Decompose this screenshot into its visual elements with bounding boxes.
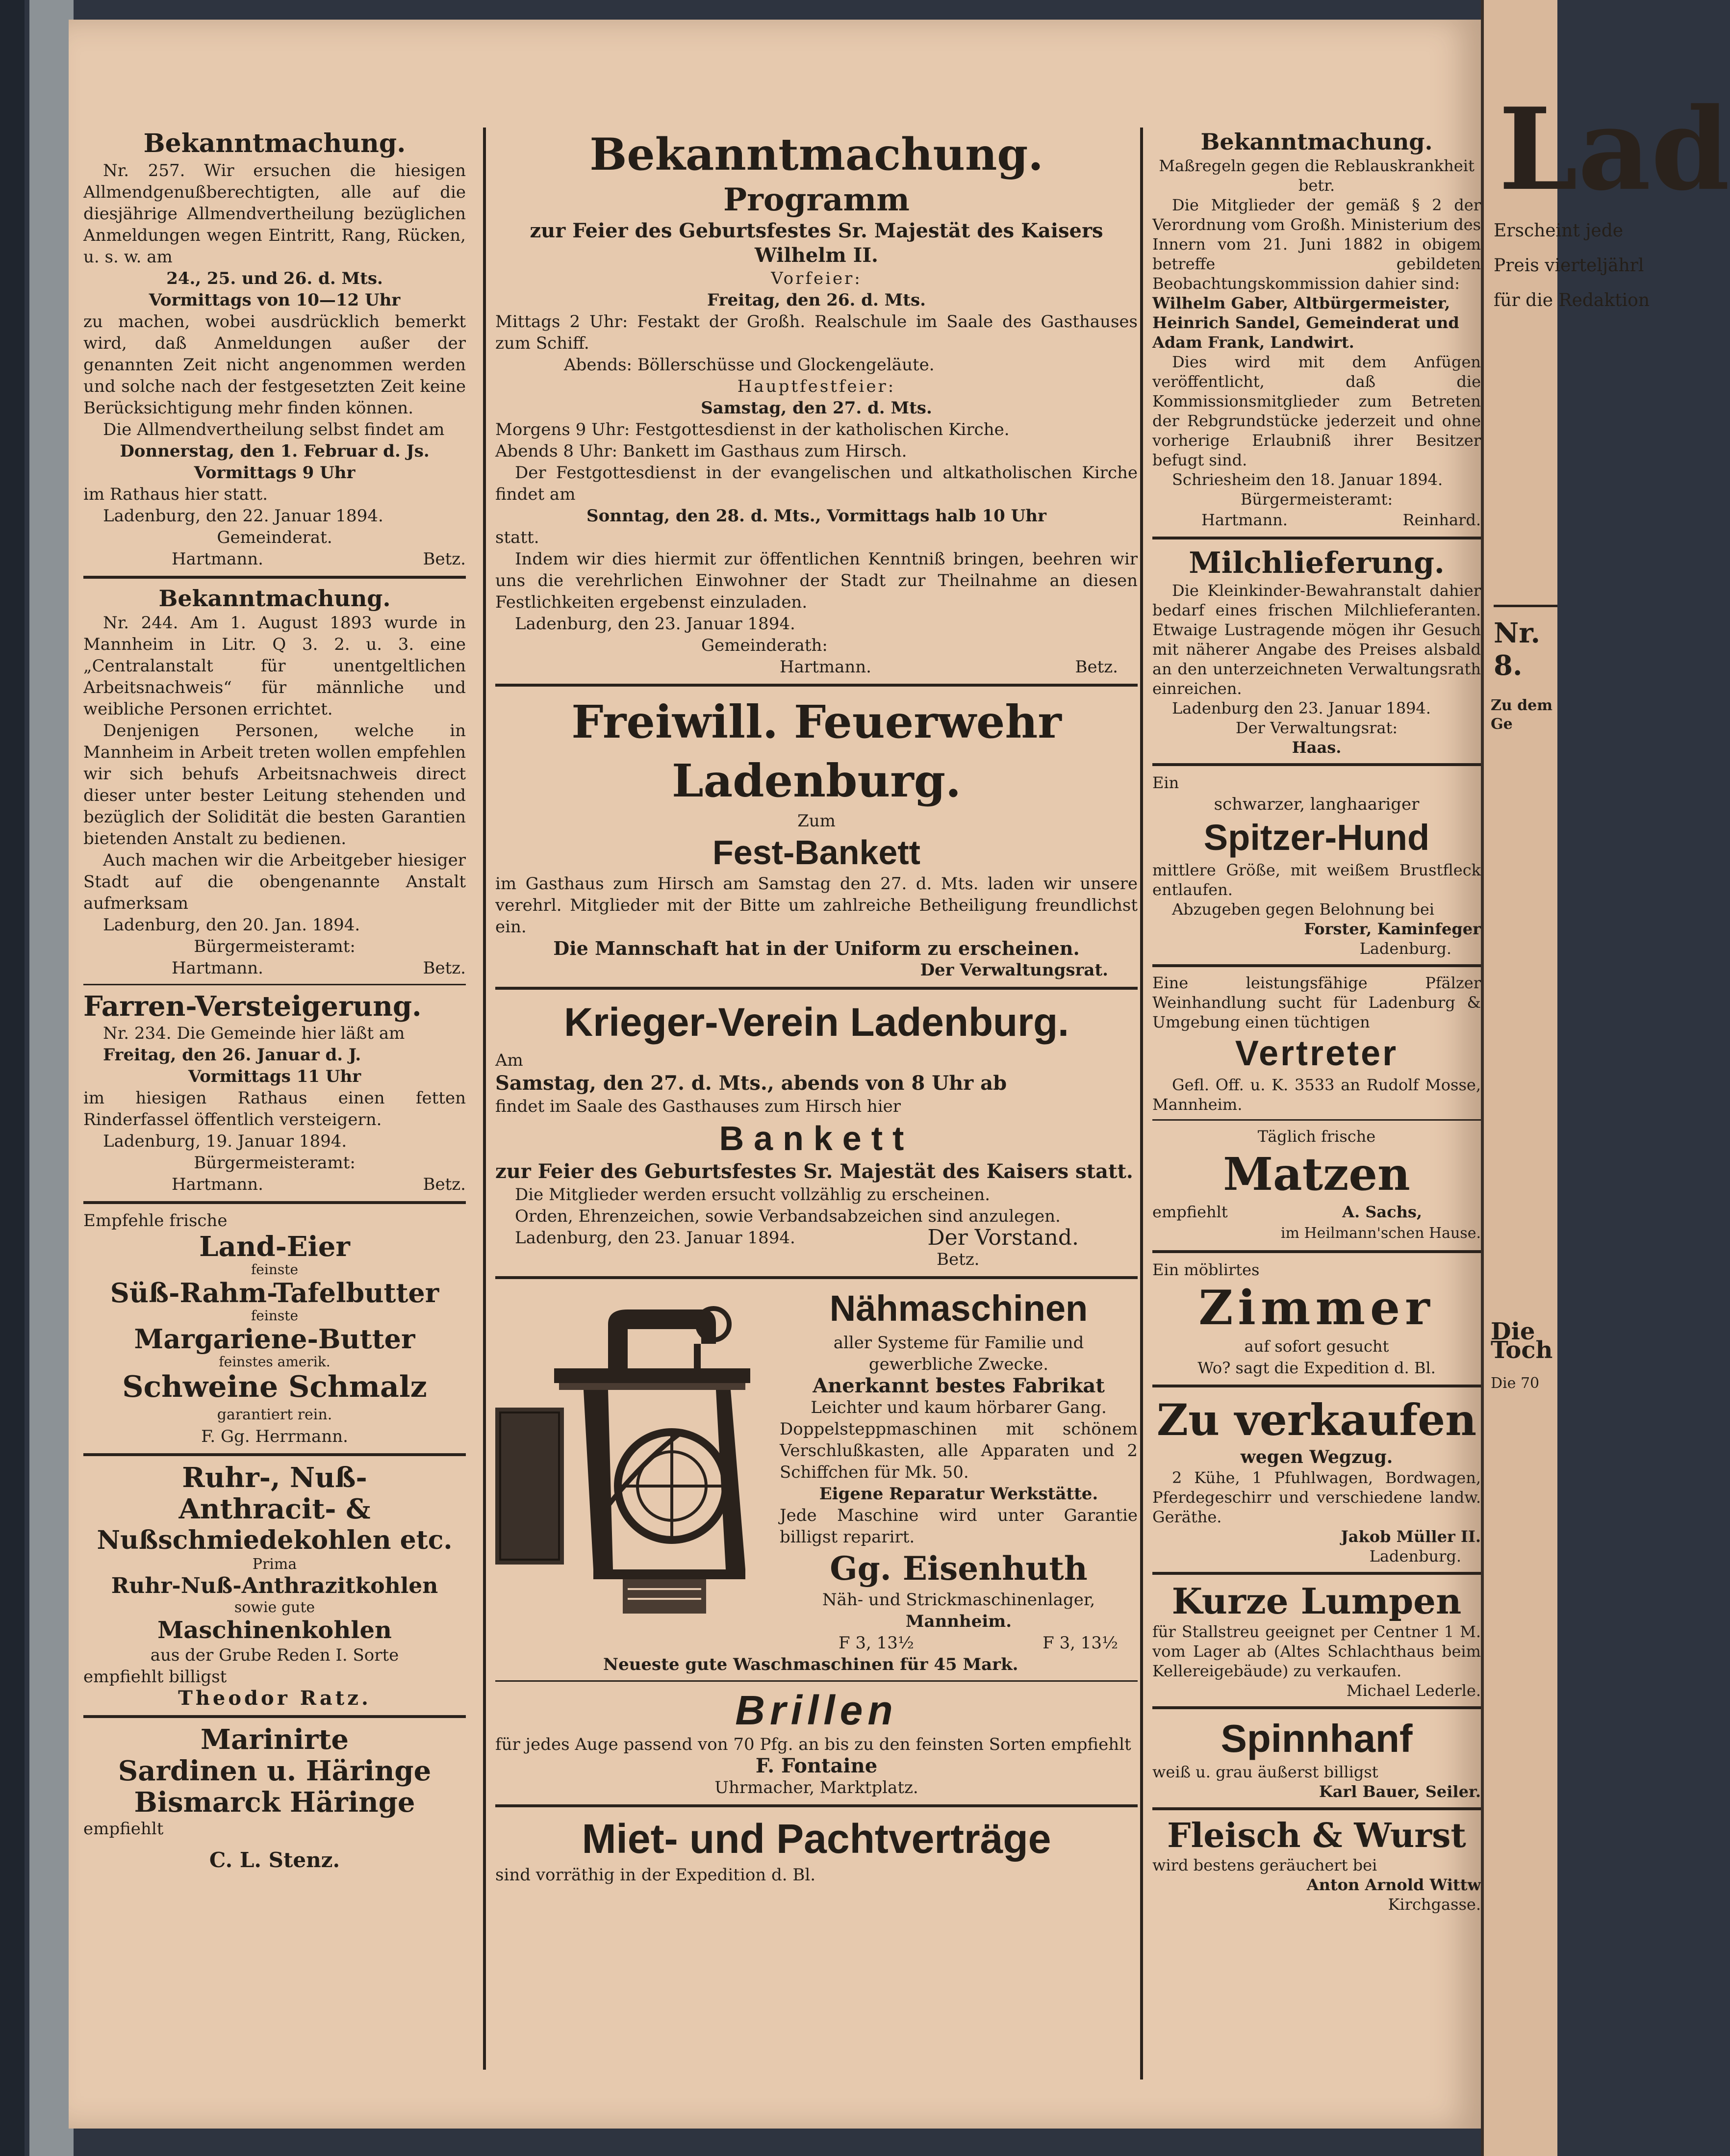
- signature: F. Fontaine: [755, 1754, 878, 1777]
- ad-text: Mittags 2 Uhr: Festakt der Großh. Realschule im Saale des Gasthauses zum Schiff.: [495, 312, 1138, 353]
- ad-title: Fleisch & Wurst: [1167, 1816, 1466, 1855]
- ad-text: Wo? sagt die Expedition d. Bl.: [1197, 1359, 1436, 1377]
- signature: Jakob Müller II.: [1341, 1527, 1481, 1546]
- ad-text: Nr. 234. Die Gemeinde hier läßt am: [103, 1024, 405, 1043]
- ad-text: Nr. 257. Wir ersuchen die hiesigen Allmendgenußberechtigten, alle auf die diesjährige Allmendvertheilung bezüglichen Anmeldungen wegen Eintritt, Rang, Rücken, u. s. w. am: [83, 161, 466, 267]
- ad-text: empfiehlt billigst: [83, 1667, 227, 1687]
- member: Heinrich Sandel, Gemeinderat und: [1152, 313, 1459, 332]
- ad-text: Näh- und Strickmaschinenlager,: [822, 1590, 1095, 1610]
- ad-hund: [1152, 772, 1481, 958]
- signature: Michael Lederle.: [1346, 1681, 1481, 1700]
- signature: Reinhard.: [1402, 511, 1481, 529]
- ad-text: Dies wird mit dem Anfügen veröffentlicht, daß die Kommissionsmitglieder zum Betreten der Rebgrundstücke jederzeit und ohne vorherige Erlaubniß ihrer Besitzer befugt sind.: [1152, 353, 1481, 469]
- right-column: [1152, 128, 1481, 1914]
- ad-date: Ladenburg, den 20. Jan. 1894.: [103, 915, 360, 935]
- signature-row: [83, 957, 466, 979]
- ad-reblaus: [1152, 128, 1481, 531]
- signature-row: [1152, 1201, 1481, 1223]
- ad-kohlen: [83, 1462, 466, 1709]
- ad-title: Milchlieferung.: [1189, 546, 1445, 580]
- ad-date: Ladenburg den 23. Januar 1894.: [1172, 699, 1431, 718]
- section-label: Hauptfestfeier:: [737, 377, 896, 396]
- ad-title: Bekanntmachung.: [1200, 128, 1433, 155]
- sewing-machine-illustration: [495, 1285, 770, 1628]
- ad-city: Ladenburg.: [1359, 939, 1451, 958]
- ad-text: mittlere Größe, mit weißem Brustfleck entlaufen.: [1152, 861, 1481, 899]
- divider: [495, 987, 1138, 990]
- ad-text: empfiehlt: [83, 1819, 164, 1839]
- ad-text: aller Systeme für Familie und gewerbliche Zwecke.: [833, 1333, 1084, 1374]
- ad-text: Auch machen wir die Arbeitgeber hiesiger Stadt auf die obengenannte Anstalt aufmerksam: [83, 850, 466, 913]
- signature: Forster, Kaminfeger: [1304, 920, 1481, 938]
- masthead-text: Preis vierteljährl: [1494, 256, 1644, 276]
- signature: Hartmann.: [172, 958, 263, 978]
- ad-title: Bekanntmachung.: [589, 128, 1043, 180]
- ad-title: Krieger-Verein Ladenburg.: [564, 1000, 1069, 1045]
- ad-brillen: [481, 1687, 1138, 1798]
- signature: Betz.: [423, 1175, 466, 1194]
- ad-day: Freitag, den 26. d. Mts.: [707, 290, 926, 310]
- ad-title: Vertreter: [1235, 1034, 1399, 1073]
- ad-text: Orden, Ehrenzeichen, sowie Verbandsabzeichen sind anzulegen.: [515, 1206, 1061, 1226]
- signature-row: [495, 1227, 1138, 1249]
- signature: C. L. Stenz.: [209, 1848, 340, 1872]
- signature: Hartmann.: [172, 549, 263, 569]
- ad-text: zu machen, wobei ausdrücklich bemerkt wird, daß Anmeldungen außer der genannten Zeit nicht angenommen werden und solche nach der festgesetzten Zeit keine Berücksichtigung mehr finden können.: [83, 312, 466, 418]
- address: Kirchgasse.: [1388, 1895, 1481, 1914]
- ad-title: Farren-Versteigerung.: [83, 990, 422, 1023]
- ad-lumpen: [1152, 1581, 1481, 1700]
- ad-text: Die Kleinkinder-Bewahranstalt dahier bedarf eines frischen Milchlieferanten. Etwaige Lustragende mögen ihr Gesuch mit näherer Angabe des Preises alsbald an den unterzeichneten Verwaltungsrath einreichen.: [1152, 581, 1481, 698]
- ad-text: wird bestens geräuchert bei: [1152, 1856, 1377, 1874]
- ad-authority: Bürgermeisteramt:: [1240, 490, 1393, 509]
- masthead-text: für die Redaktion: [1494, 290, 1650, 310]
- ad-matzen: [1152, 1126, 1481, 1244]
- ad-authority: Gemeinderath:: [701, 636, 828, 655]
- ad-text: sind vorräthig in der Expedition d. Bl.: [495, 1865, 816, 1885]
- ad-text: Abends: Böllerschüsse und Glockengeläute.: [564, 355, 935, 375]
- divider: [83, 984, 466, 985]
- column-rule: [1140, 128, 1143, 2079]
- ad-subtitle: Programm: [723, 181, 910, 218]
- ad-date: Schriesheim den 18. Januar 1894.: [1172, 470, 1443, 489]
- ad-text: Neueste gute Waschmaschinen für 45 Mark.: [603, 1655, 1018, 1674]
- signature: Der Vorstand.: [927, 1225, 1079, 1250]
- ad-title: Miet- und Pachtverträge: [582, 1816, 1051, 1862]
- ad-intro: Täglich frische: [1257, 1127, 1376, 1146]
- ad-place: im Rathaus hier statt.: [83, 485, 268, 504]
- ad-text: Der Festgottesdienst in der evangelischen und altkatholischen Kirche findet am: [495, 463, 1138, 504]
- ad-zimmer: [1152, 1259, 1481, 1379]
- ad-text: aus der Grube Reden I. Sorte: [150, 1645, 399, 1665]
- ad-title: Nähmaschinen: [829, 1288, 1088, 1329]
- signature: Hartmann.: [1201, 511, 1288, 529]
- product: Schweine Schmalz: [122, 1370, 427, 1404]
- qualifier: sowie gute: [234, 1599, 315, 1616]
- divider: [495, 684, 1138, 687]
- ad-title: Kurze Lumpen: [1171, 1580, 1462, 1622]
- ad-text: empfiehlt: [1152, 1203, 1228, 1221]
- ad-day: Donnerstag, den 1. Februar d. Js.: [120, 441, 430, 461]
- signature: Hartmann.: [780, 657, 871, 677]
- signature: Karl Bauer, Seiler.: [1319, 1782, 1481, 1801]
- ad-city: Ladenburg.: [1369, 1547, 1461, 1566]
- ad-arbeitsnachweis: [83, 585, 466, 979]
- ad-time: Vormittags von 10—12 Uhr: [149, 290, 401, 310]
- signature: Betz.: [423, 958, 466, 978]
- ad-text: findet im Saale des Gasthauses zum Hirsch hier: [495, 1097, 901, 1116]
- ad-day: Samstag, den 27. d. Mts., abends von 8 Uhr ab: [495, 1072, 1007, 1095]
- ad-kriegerverein: [481, 996, 1138, 1270]
- product: Sardinen u. Häringe: [118, 1755, 432, 1787]
- ad-city: Mannheim.: [905, 1612, 1012, 1631]
- ad-text: Die Mitglieder der gemäß § 2 der Verordnung vom Großh. Ministerium des Innern vom 21. Juni 1882 in obigem betreffe gebildeten Beobachtungskommission dahier sind:: [1152, 196, 1481, 293]
- divider: [83, 1201, 466, 1204]
- scanner-background: [0, 0, 25, 2156]
- ad-text: Abends 8 Uhr: Bankett im Gasthaus zum Hirsch.: [495, 441, 907, 461]
- ad-date: Ladenburg, den 23. Januar 1894.: [515, 614, 795, 634]
- address: im Heilmann'schen Hause.: [1280, 1225, 1481, 1242]
- ad-emperor: Wilhelm II.: [755, 244, 878, 267]
- ad-feuerwehr: [481, 693, 1138, 981]
- masthead-fragment: Lad: [1499, 83, 1730, 216]
- ad-vertreter: [1152, 973, 1481, 1114]
- ad-title: Freiwill. Feuerwehr Ladenburg.: [571, 695, 1062, 807]
- signature: Der Verwaltungsrat.: [920, 960, 1108, 980]
- ad-text: Eigene Reparatur Werkstätte.: [819, 1484, 1098, 1504]
- ad-text: schwarzer, langhaariger: [1214, 795, 1420, 814]
- member: Adam Frank, Landwirt.: [1152, 333, 1354, 352]
- signature: Betz.: [1075, 657, 1118, 677]
- middle-column: [481, 128, 1138, 1886]
- ad-text: Uhrmacher, Marktplatz.: [714, 1778, 918, 1797]
- ad-verkaufen: [1152, 1393, 1481, 1566]
- ad-date: Ladenburg, den 23. Januar 1894.: [515, 1228, 795, 1248]
- ad-day: Samstag, den 27. d. Mts.: [701, 398, 932, 418]
- signature: Betz.: [423, 549, 466, 569]
- ad-text: im hiesigen Rathaus einen fetten Rinderfassel öffentlich versteigern.: [83, 1088, 466, 1129]
- signature-row: [83, 548, 466, 570]
- ad-authority: Bürgermeisteramt:: [194, 1153, 356, 1173]
- ad-title: Spinnhanf: [1221, 1717, 1413, 1760]
- qualifier: Prima: [252, 1556, 297, 1573]
- divider: [1152, 1250, 1481, 1253]
- divider: [495, 1680, 1138, 1682]
- article-fragment: Die Toch: [1491, 1318, 1553, 1364]
- divider: [1152, 1807, 1481, 1810]
- signature-row: [83, 1174, 466, 1195]
- ad-text: Die Mitglieder werden ersucht vollzählig zu erscheinen.: [515, 1185, 991, 1205]
- divider: [83, 576, 466, 579]
- product: Bismarck Häringe: [134, 1786, 415, 1819]
- divider: [1152, 1706, 1481, 1709]
- product: Ruhr-, Nuß-: [182, 1462, 367, 1494]
- divider: [83, 1715, 466, 1718]
- ad-text: für Stallstreu geeignet per Centner 1 M. vom Lager ab (Altes Schlachthaus beim Kellereigebäude) zu verkaufen.: [1152, 1622, 1481, 1680]
- ad-text: Jede Maschine wird unter Garantie billigst reparirt.: [780, 1506, 1138, 1547]
- ad-text: Die Allmendvertheilung selbst findet am: [103, 420, 445, 439]
- ad-text: Eine leistungsfähige Pfälzer Weinhandlung sucht für Ladenburg & Umgebung einen tüchtigen: [1152, 974, 1481, 1031]
- article-fragment: Die 70: [1491, 1375, 1540, 1392]
- ad-naehmaschinen: [481, 1285, 1138, 1675]
- ad-milch: [1152, 545, 1481, 757]
- ad-text: auf sofort gesucht: [1244, 1337, 1389, 1356]
- divider: [1152, 1572, 1481, 1575]
- divider: [1152, 537, 1481, 539]
- page-edge: [29, 0, 74, 2156]
- signature: Anton Arnold Wittw: [1306, 1875, 1481, 1894]
- ad-programm: [481, 128, 1138, 678]
- divider: [83, 1453, 466, 1456]
- signature: Hartmann.: [172, 1175, 263, 1194]
- ad-text: weiß u. grau äußerst billigst: [1152, 1763, 1378, 1781]
- ad-text: Leichter und kaum hörbarer Gang.: [811, 1398, 1107, 1417]
- ad-stenz: [83, 1724, 466, 1871]
- left-column: [83, 128, 466, 1871]
- ad-title: Spitzer-Hund: [1203, 817, 1430, 858]
- product: Nußschmiedekohlen etc.: [97, 1525, 453, 1555]
- divider: [1152, 763, 1481, 766]
- divider: [1152, 964, 1481, 967]
- ad-text: im Gasthaus zum Hirsch am Samstag den 27. d. Mts. laden wir unsere verehrl. Mitglieder mit der Bitte um zahlreiche Betheiligung freundlichst ein.: [495, 874, 1138, 937]
- signature: A. Sachs,: [1342, 1203, 1422, 1221]
- qualifier: feinste: [251, 1261, 299, 1278]
- ad-title: Zimmer: [1198, 1280, 1435, 1335]
- ad-dates: 24., 25. und 26. d. Mts.: [166, 269, 383, 288]
- ad-event: Bankett: [719, 1119, 914, 1157]
- signature-row: [1152, 509, 1481, 531]
- ad-authority: Bürgermeisteramt:: [194, 937, 356, 956]
- signature: Theodor Ratz.: [178, 1687, 371, 1710]
- address: F 3, 13½: [839, 1633, 914, 1653]
- ad-occasion: zur Feier des Geburtsfestes Sr. Majestät des Kaisers statt.: [495, 1160, 1133, 1183]
- ad-text: Gefl. Off. u. K. 3533 an Rudolf Mosse, Mannheim.: [1152, 1076, 1481, 1114]
- ad-text: Denjenigen Personen, welche in Mannheim in Arbeit treten wollen empfehlen wir sich behufs Arbeitsnachweis direct dieser unter bester Leitung stehenden und bezüglich der Solidität die besten Garantien bietenden Anstalt zu bedienen.: [83, 721, 466, 848]
- ad-text: Die Mannschaft hat in der Uniform zu erscheinen.: [553, 937, 1080, 959]
- article-fragment: Zu dem Ge: [1491, 697, 1552, 733]
- ad-intro: Am: [495, 1051, 523, 1070]
- ad-day: Freitag, den 26. Januar d. J.: [103, 1045, 361, 1065]
- address-row: [495, 1632, 1138, 1654]
- ad-intro: Zum: [797, 811, 836, 831]
- ad-event: Fest-Bankett: [712, 833, 920, 872]
- next-page-edge: [1481, 0, 1730, 2156]
- divider: [495, 1804, 1138, 1807]
- ad-title: Zu verkaufen: [1156, 1394, 1477, 1445]
- ad-intro: Ein möblirtes: [1152, 1260, 1260, 1279]
- ad-spinnhanf: [1152, 1715, 1481, 1801]
- ad-subtitle: wegen Wegzug.: [1240, 1447, 1393, 1467]
- ad-title: Bekanntmachung.: [143, 128, 406, 158]
- signature: Haas.: [1292, 738, 1342, 757]
- product: Land-Eier: [199, 1231, 350, 1263]
- ad-vertraege: [481, 1813, 1138, 1886]
- product: Anthracit- &: [178, 1493, 371, 1525]
- issue-number: Nr. 8.: [1494, 605, 1557, 682]
- ad-herrmann: [83, 1210, 466, 1447]
- ad-fleisch: [1152, 1816, 1481, 1914]
- ad-text: Doppelsteppmaschinen mit schönem Verschlußkasten, alle Apparaten und 2 Schiffchen für Mk. 50.: [780, 1419, 1138, 1482]
- ad-text: Morgens 9 Uhr: Festgottesdienst in der katholischen Kirche.: [495, 420, 1010, 439]
- ad-text: 2 Kühe, 1 Pfuhlwagen, Bordwagen, Pferdegeschirr und verschiedene landw. Geräthe.: [1152, 1468, 1481, 1526]
- member: Wilhelm Gaber, Altbürgermeister,: [1152, 294, 1450, 312]
- ad-date: Ladenburg, 19. Januar 1894.: [103, 1131, 347, 1151]
- ad-day: Sonntag, den 28. d. Mts., Vormittags halb 10 Uhr: [586, 506, 1046, 526]
- ad-allmend: [83, 128, 466, 570]
- ad-title: Bekanntmachung.: [158, 585, 391, 612]
- divider: [1152, 1385, 1481, 1387]
- product: Süß-Rahm-Tafelbutter: [110, 1277, 439, 1309]
- ad-text: Indem wir dies hiermit zur öffentlichen Kenntniß bringen, beehren wir uns die verehrlichen Einwohner der Stadt zur Theilnahme an diesen Festlichkeiten ergebenst einzuladen.: [495, 549, 1138, 612]
- ad-authority: Der Verwaltungsrat:: [1235, 719, 1398, 737]
- ad-title: Matzen: [1223, 1148, 1410, 1201]
- qualifier: feinste: [251, 1308, 299, 1324]
- ad-farren: [83, 990, 466, 1195]
- product: Maschinenkohlen: [157, 1617, 392, 1644]
- ad-text: für jedes Auge passend von 70 Pfg. an bis zu den feinsten Sorten empfiehlt: [495, 1735, 1131, 1754]
- ad-text: Nr. 244. Am 1. August 1893 wurde in Mannheim in Litr. Q 3. 2. u. 3. eine „Centralanstalt für unentgeltlichen Arbeitsnachweis“ für männliche und weibliche Personen errichtet.: [83, 613, 466, 719]
- ad-authority: Gemeinderat.: [217, 528, 332, 547]
- ad-intro: Ein: [1152, 773, 1179, 792]
- ad-date: Ladenburg, den 22. Januar 1894.: [103, 506, 383, 526]
- product: Ruhr-Nuß-Anthrazitkohlen: [111, 1573, 438, 1598]
- product: Marinirte: [200, 1723, 349, 1756]
- signature-row: [495, 656, 1138, 678]
- ad-text: Anerkannt bestes Fabrikat: [813, 1374, 1105, 1397]
- company-name: Gg. Eisenhuth: [830, 1549, 1088, 1588]
- divider: [1152, 1119, 1481, 1121]
- ad-time: Vormittags 9 Uhr: [194, 463, 356, 483]
- section-label: Vorfeier:: [771, 269, 862, 288]
- ad-title: Brillen: [735, 1687, 898, 1733]
- product: Margariene-Butter: [134, 1323, 415, 1355]
- divider: [495, 1276, 1138, 1279]
- signature: Betz.: [937, 1250, 980, 1269]
- masthead-text: Erscheint jede: [1494, 221, 1624, 241]
- qualifier: feinstes amerik.: [219, 1354, 331, 1370]
- ad-occasion: zur Feier des Geburtsfestes Sr. Majestät des Kaisers: [530, 219, 1103, 242]
- ad-text: statt.: [495, 528, 539, 547]
- ad-intro: Empfehle frische: [83, 1211, 228, 1231]
- ad-time: Vormittags 11 Uhr: [188, 1067, 361, 1086]
- ad-subtitle: Maßregeln gegen die Reblauskrankheit betr.: [1159, 156, 1475, 195]
- signature: F. Gg. Herrmann.: [201, 1427, 348, 1446]
- address: F 3, 13½: [1043, 1633, 1118, 1653]
- ad-text: Abzugeben gegen Belohnung bei: [1172, 900, 1435, 919]
- qualifier: garantiert rein.: [217, 1406, 332, 1423]
